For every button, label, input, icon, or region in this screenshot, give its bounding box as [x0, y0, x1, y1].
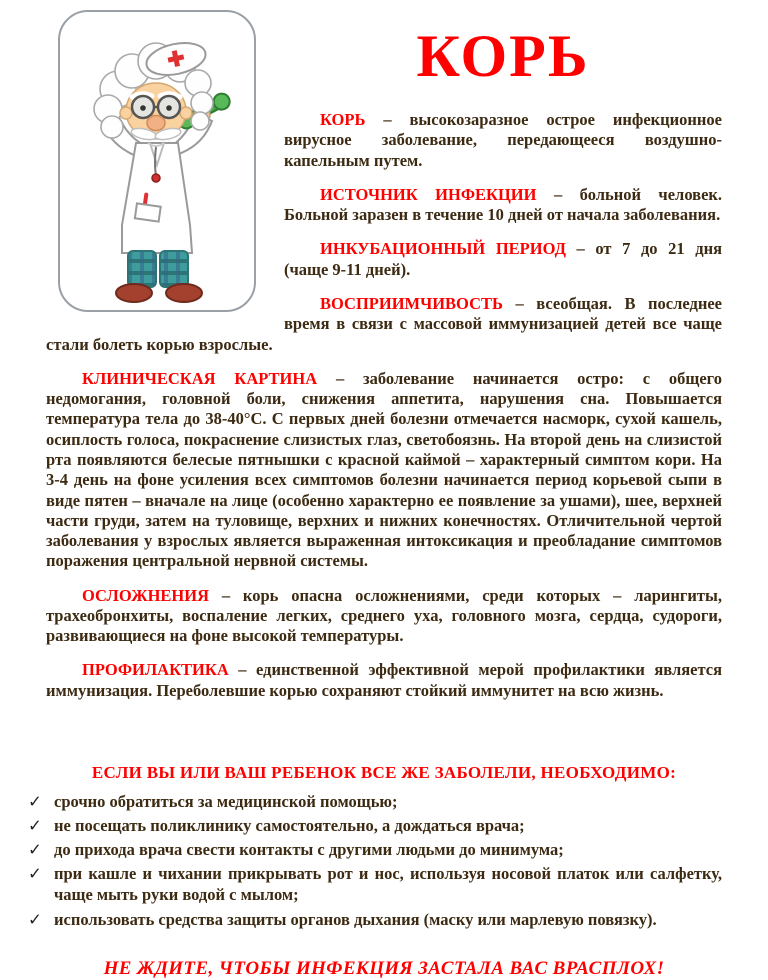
- paragraph-text: – корь опасна осложнениями, среди которых – ларингиты, трахеобронхиты, воспаление легких, среднего уха, головного мозга, сердца, судороги, развивающиеся на фоне высокой температуры.: [46, 585, 723, 646]
- footer-warning: НЕ ЖДИТЕ, ЧТОБЫ ИНФЕКЦИЯ ЗАСТАЛА ВАС ВРАСПЛОХ!: [103, 957, 665, 979]
- doctor-cartoon-image: [63, 15, 251, 307]
- checkmark-icon: ✓: [28, 840, 42, 860]
- doctor-illustration-frame: [58, 10, 256, 312]
- paragraph-complications: [46, 586, 722, 647]
- paragraph-text: – единственной эффективной мерой профилактики является иммунизация. Переболевшие корью сохраняют стойкий иммунитет на всю жизнь.: [46, 660, 723, 700]
- paragraph-label: ПРОФИЛАКТИКА: [82, 660, 229, 680]
- checkmark-icon: ✓: [28, 909, 42, 929]
- checklist-section: [28, 763, 722, 930]
- checkmark-icon: ✓: [28, 816, 42, 836]
- list-item-text: использовать средства защиты органов дыхания (маску или марлевую повязку).: [54, 909, 657, 929]
- paragraph-text: – высокозаразное острое инфекционное вирусное заболевание, передающееся воздушно-капельным путем.: [284, 110, 723, 170]
- list-item: [28, 863, 722, 905]
- list-item-text: срочно обратиться за медицинской помощью;: [54, 792, 398, 812]
- paragraph-text: – от 7 до 21 дня (чаще 9-11 дней).: [284, 239, 723, 279]
- checkmark-icon: ✓: [28, 792, 42, 812]
- paragraph-text: – всеобщая. В последнее время в связи с массовой иммунизацией детей все чаще стали болеть корью взрослые.: [46, 293, 722, 354]
- paragraph-text: – заболевание начинается остро: с общего недомогания, головной боли, снижения аппетита, нарушения сна. Повышается температура тела до 38-40°С. С первых дней болезни отмечается насморк, сухой кашель, осиплость голоса, покраснение слизистых глаз, светобоязнь. На второй день на слизистой рта появляются белесые пятнышки с красной каймой – характерный симптом кори. На 3-4 день на фоне усиления всех симптомов болезни начинается период корьевой сыпи в виде пятен – вначале на лице (особенно характерно ее появление за ушами), шее, верхней части груди, затем на туловище, верхних и нижних конечностях. Отличительной чертой заболевания у взрослых является выраженная интоксикация и преобладание симптомов поражения центральной нервной системы.: [46, 368, 723, 571]
- list-item: [28, 909, 722, 930]
- paragraph-label: КОРЬ: [320, 110, 366, 129]
- list-item: [28, 791, 722, 812]
- paragraph-label: КЛИНИЧЕСКАЯ КАРТИНА: [82, 368, 318, 388]
- paragraph-prevention: [46, 660, 722, 701]
- list-item-text: при кашле и чихании прикрывать рот и нос, используя носовой платок или салфетку, чаще мыть руки водой с мылом;: [54, 864, 722, 905]
- paragraph-label: ВОСПРИИМЧИВОСТЬ: [320, 293, 503, 313]
- paragraph-clinical-picture: [46, 369, 722, 572]
- paragraph-label: ИНКУБАЦИОННЫЙ ПЕРИОД: [320, 239, 566, 259]
- list-item: [28, 815, 722, 836]
- checkmark-icon: ✓: [28, 864, 42, 884]
- list-item-text: не посещать поликлинику самостоятельно, а дождаться врача;: [54, 816, 525, 836]
- paragraph-label: ОСЛОЖНЕНИЯ: [82, 585, 209, 605]
- paragraph-label: ИСТОЧНИК ИНФЕКЦИИ: [320, 184, 537, 204]
- document-title: КОРЬ: [416, 23, 590, 89]
- checklist-header: ЕСЛИ ВЫ ИЛИ ВАШ РЕБЕНОК ВСЕ ЖЕ ЗАБОЛЕЛИ, НЕОБХОДИМО:: [91, 763, 677, 783]
- paragraph-text: – больной человек. Больной заразен в течение 10 дней от начала заболевания.: [284, 184, 723, 225]
- list-item: [28, 839, 722, 860]
- list-item-text: до прихода врача свести контакты с другими людьми до минимума;: [54, 840, 564, 860]
